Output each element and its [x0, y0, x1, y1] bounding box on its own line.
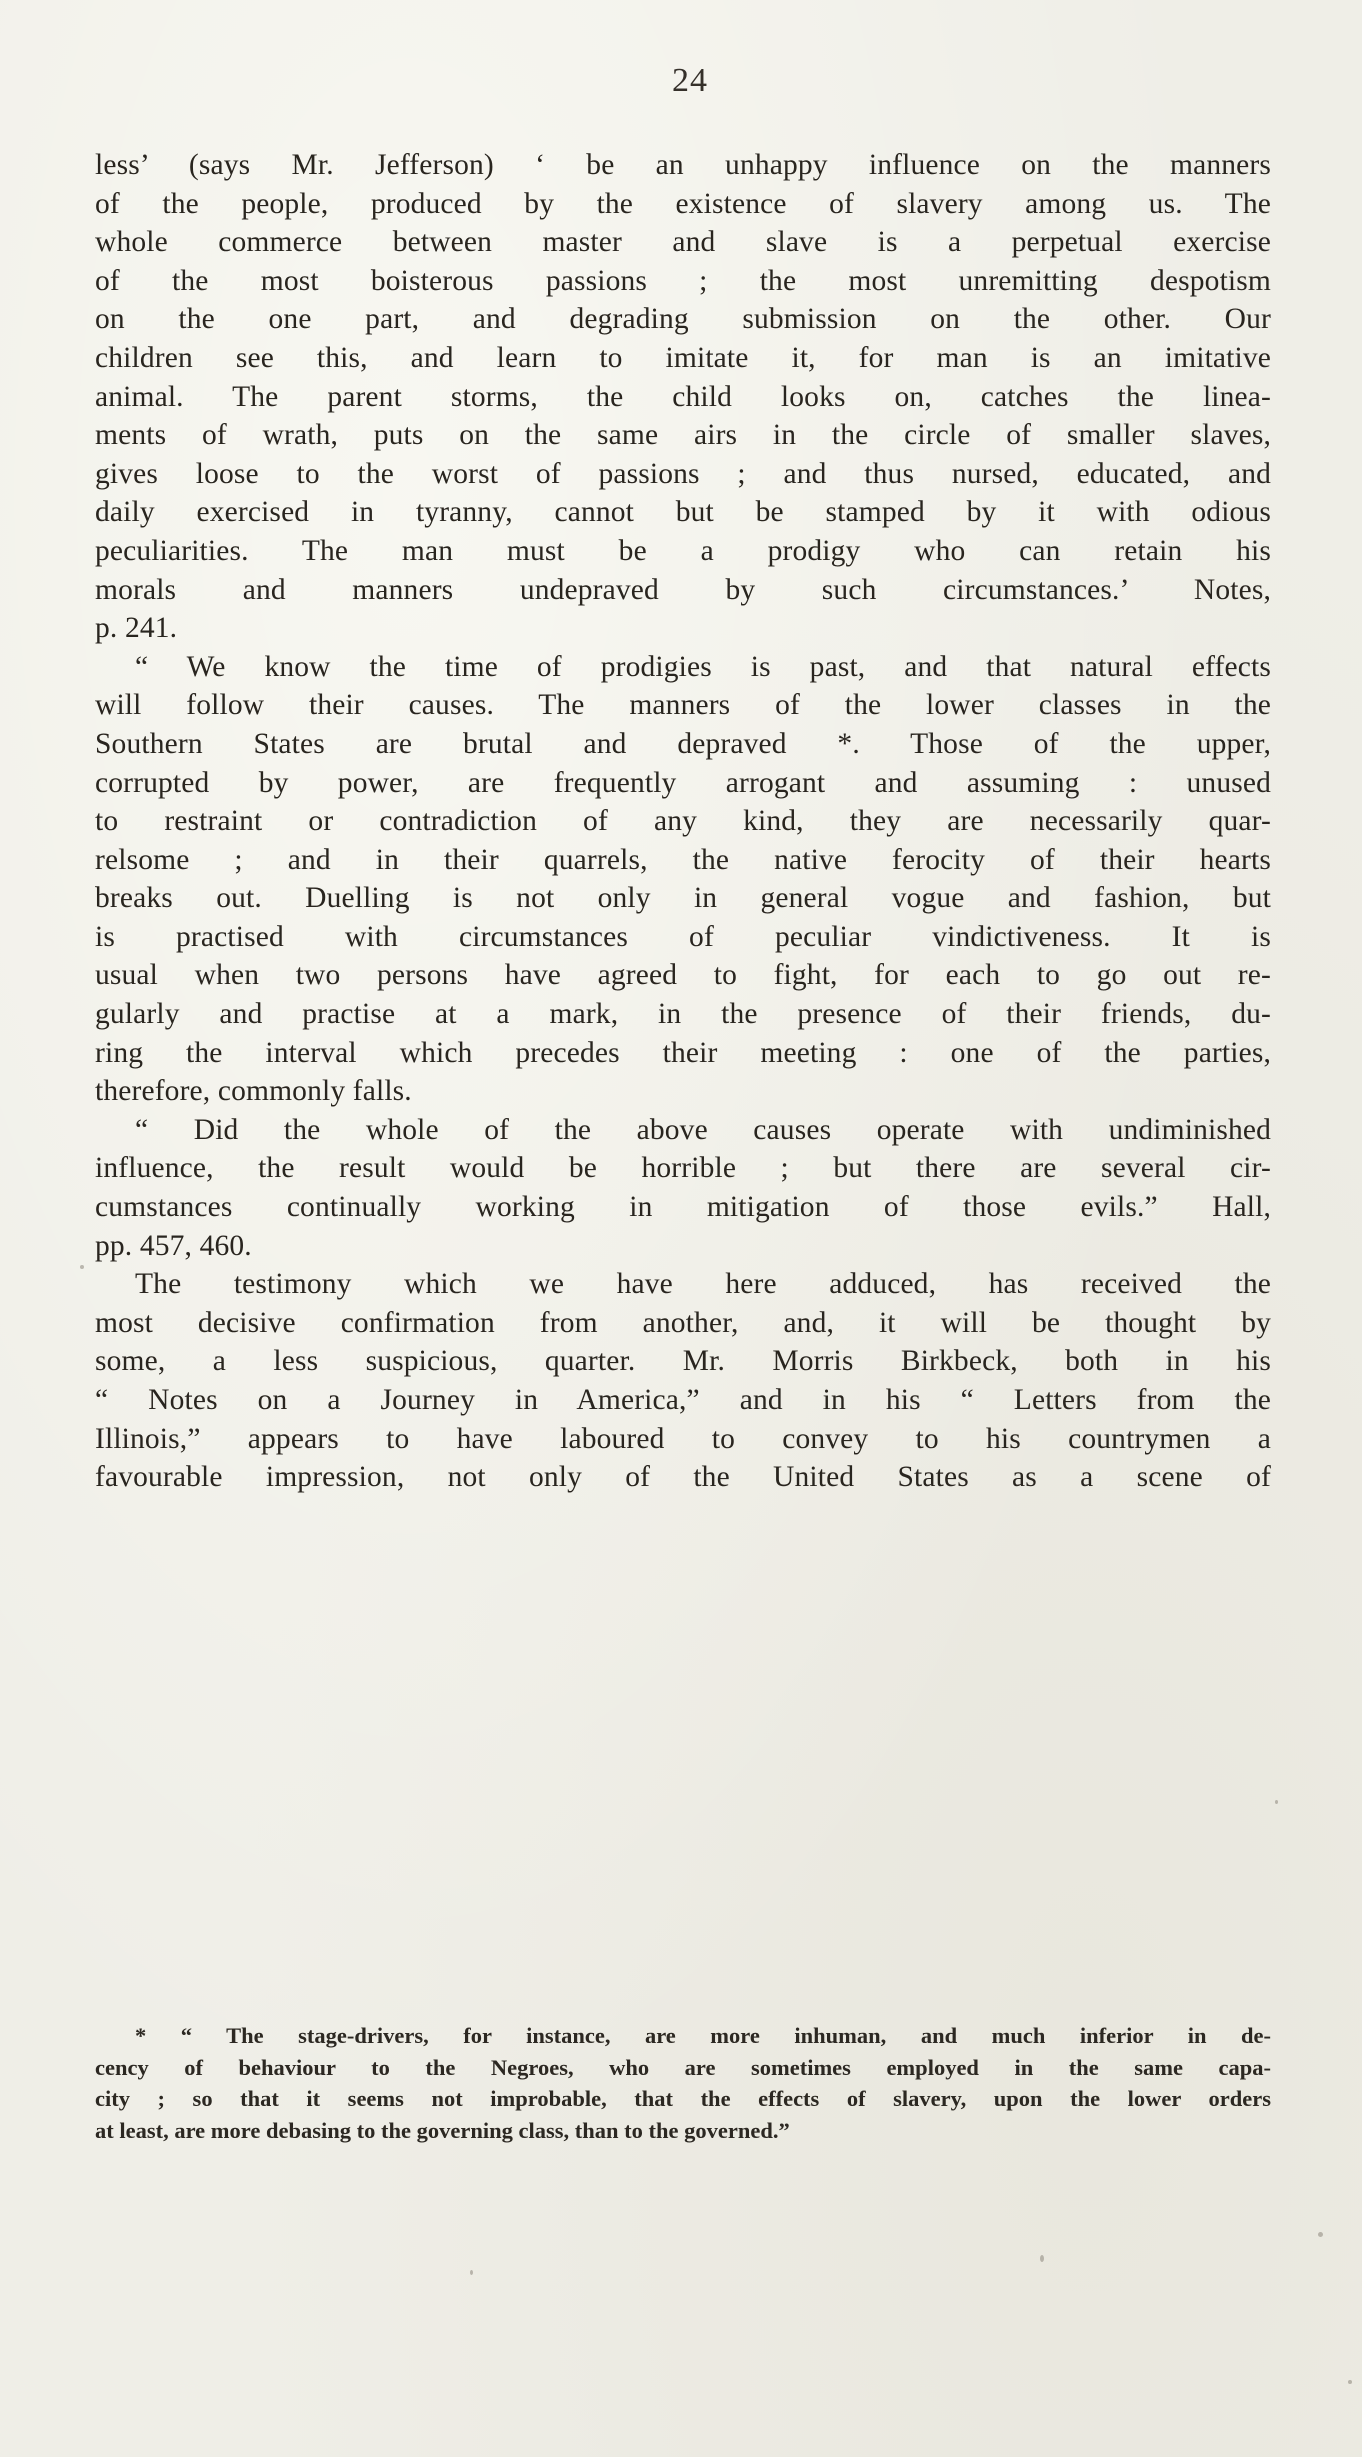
body-line: whole commerce between master and slave is a perpetual exercise: [95, 226, 1271, 259]
body-line: Illinois,” appears to have laboured to convey to his countrymen a: [95, 1422, 1271, 1455]
body-line: of the people, produced by the existence of slavery among us. The: [95, 187, 1271, 220]
body-line: pp. 457, 460.: [95, 1229, 252, 1262]
body-line: therefore, commonly falls.: [95, 1075, 412, 1108]
body-line: influence, the result would be horrible ; but there are several cir-: [95, 1152, 1271, 1185]
body-line: cumstances continually working in mitigation of those evils.” Hall,: [95, 1191, 1271, 1224]
body-line: p. 241.: [95, 612, 178, 645]
body-line: breaks out. Duelling is not only in general vogue and fashion, but: [95, 882, 1271, 915]
body-line: to restraint or contradiction of any kind, they are necessarily quar-: [95, 805, 1271, 838]
footnote-line: * “ The stage-drivers, for instance, are more inhuman, and much inferior in de-: [135, 2023, 1271, 2048]
body-line: on the one part, and degrading submission on the other. Our: [95, 303, 1271, 336]
body-line: children see this, and learn to imitate it, for man is an imitative: [95, 341, 1271, 374]
body-line: favourable impression, not only of the United States as a scene of: [95, 1461, 1271, 1494]
body-line: “ We know the time of prodigies is past, and that natural effects: [135, 650, 1271, 683]
body-line: less’ (says Mr. Jefferson) ‘ be an unhappy influence on the manners: [95, 149, 1271, 181]
body-line: Southern States are brutal and depraved *. Those of the upper,: [95, 727, 1271, 760]
footnote: [95, 2020, 1271, 2146]
body-line: gives loose to the worst of passions ; and thus nursed, educated, and: [95, 457, 1271, 490]
paper-speck: [1275, 1800, 1278, 1804]
body-line: usual when two persons have agreed to fight, for each to go out re-: [95, 959, 1271, 992]
body-line: morals and manners undepraved by such circumstances.’ Notes,: [95, 573, 1271, 606]
body-line: relsome ; and in their quarrels, the native ferocity of their hearts: [95, 843, 1271, 876]
body-line: The testimony which we have here adduced, has received the: [135, 1268, 1271, 1301]
body-line: gularly and practise at a mark, in the presence of their friends, du-: [95, 998, 1271, 1031]
body-line: most decisive confirmation from another, and, it will be thought by: [95, 1306, 1271, 1339]
paper-speck: [80, 1265, 84, 1269]
body-line: some, a less suspicious, quarter. Mr. Morris Birkbeck, both in his: [95, 1345, 1271, 1378]
body-line: ments of wrath, puts on the same airs in the circle of smaller slaves,: [95, 419, 1271, 452]
body-line: peculiarities. The man must be a prodigy who can retain his: [95, 534, 1271, 567]
page-number: 24: [672, 62, 708, 99]
footnote-line: cency of behaviour to the Negroes, who are sometimes employed in the same capa-: [95, 2054, 1271, 2080]
body-line: of the most boisterous passions ; the most unremitting despotism: [95, 264, 1271, 297]
body-line: will follow their causes. The manners of the lower classes in the: [95, 689, 1271, 722]
paper-speck: [470, 2270, 473, 2275]
body-line: corrupted by power, are frequently arrogant and assuming : unused: [95, 766, 1271, 799]
body-line: daily exercised in tyranny, cannot but be stamped by it with odious: [95, 496, 1271, 529]
body-line: animal. The parent storms, the child looks on, catches the linea-: [95, 380, 1271, 413]
footnote-line: city ; so that it seems not improbable, that the effects of slavery, upon the lower orders: [95, 2086, 1271, 2111]
paper-speck: [1040, 2255, 1044, 2262]
body-line: is practised with circumstances of peculiar vindictiveness. It is: [95, 920, 1271, 953]
body-text: [95, 146, 1271, 1497]
body-line: “ Notes on a Journey in America,” and in his “ Letters from the: [95, 1384, 1271, 1416]
paper-speck: [1348, 2380, 1352, 2384]
body-line: “ Did the whole of the above causes operate with undiminished: [135, 1113, 1271, 1146]
body-line: ring the interval which precedes their meeting : one of the parties,: [95, 1036, 1271, 1069]
paper-speck: [1318, 2232, 1323, 2237]
footnote-line: at least, are more debasing to the governing class, than to the governed.”: [95, 2117, 790, 2143]
